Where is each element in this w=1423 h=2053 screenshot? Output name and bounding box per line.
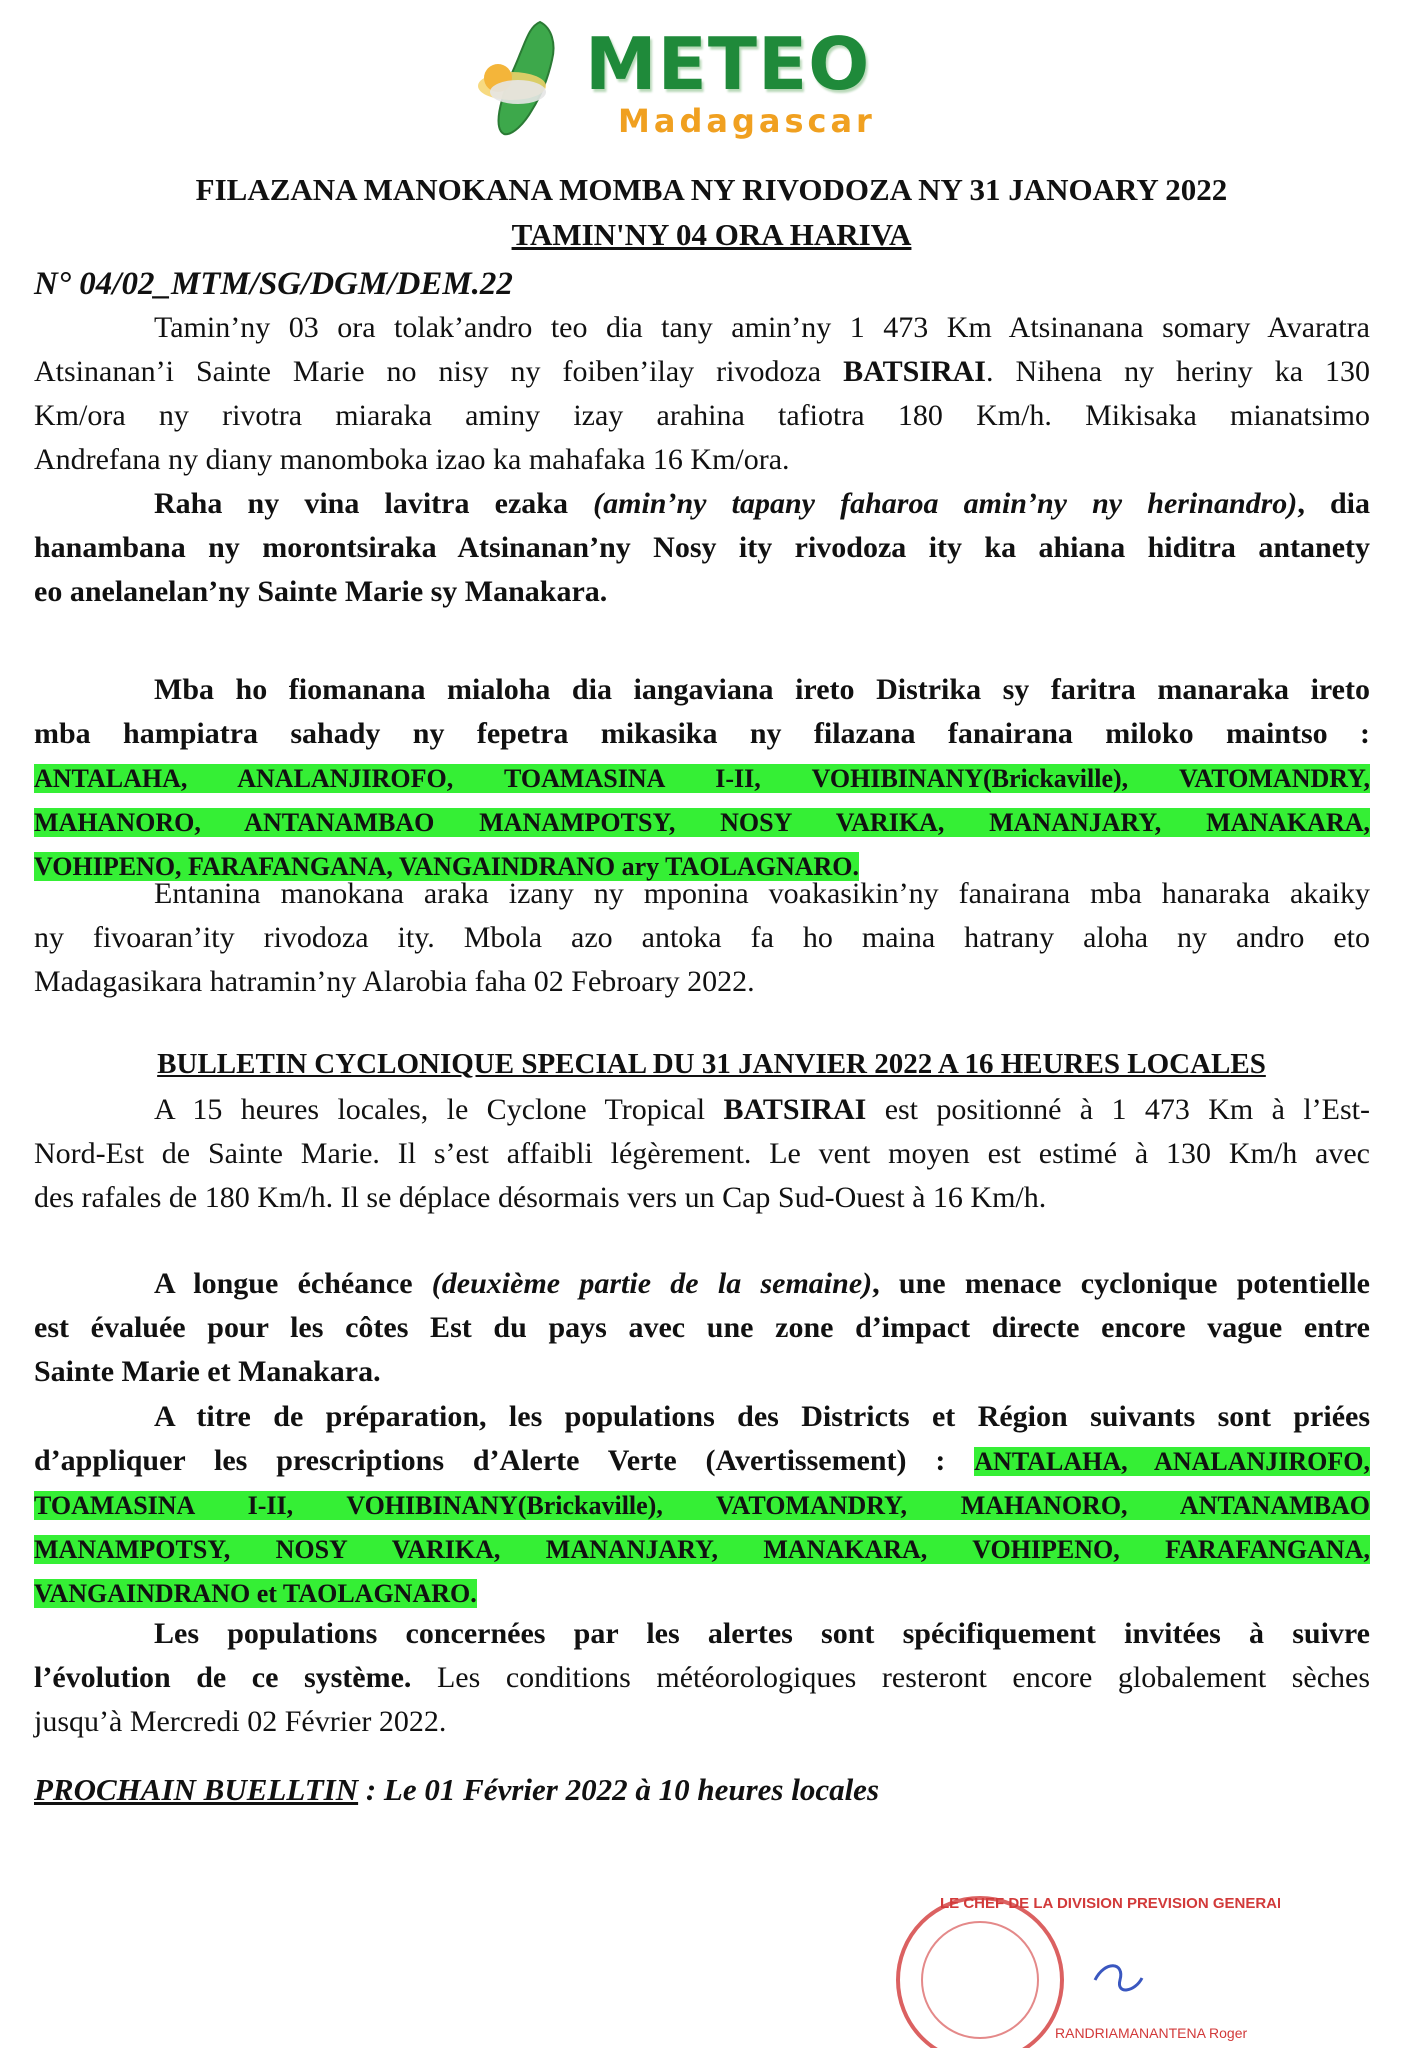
- document-subtitle: TAMIN'NY 04 ORA HARIVA: [511, 217, 912, 252]
- next-bulletin: [34, 1772, 879, 1808]
- text-line: eo anelanelan’ny Sainte Marie sy Manakara.: [34, 575, 608, 608]
- text-line: Madagasikara hatramin’ny Alarobia faha 02 Febroary 2022.: [34, 965, 755, 998]
- official-stamp: [880, 1880, 1280, 2048]
- text-line: Mba ho fiomanana mialoha dia iangaviana ireto Distrika sy faritra manaraka ireto: [154, 673, 1370, 706]
- text-line: Atsinanan’i Sainte Marie no nisy ny foiben’ilay rivodoza BATSIRAI. Nihena ny heriny ka 130: [34, 355, 1371, 388]
- mg-paragraph-2: [34, 482, 1370, 614]
- mg-paragraph-3: [34, 668, 1370, 888]
- district-list-highlight: MANAMPOTSY, NOSY VARIKA, MANANJARY, MANAKARA, VOHIPENO, FARAFANGANA,: [34, 1535, 1370, 1564]
- text-line: [34, 800, 1370, 844]
- stamp-name: RANDRIAMANANTENA Roger: [1055, 2025, 1248, 2041]
- district-list-highlight: VOHIPENO, FARAFANGANA, VANGAINDRANO ary TAOLAGNARO.: [34, 852, 859, 881]
- cyclone-name: BATSIRAI: [723, 1093, 867, 1126]
- text-line: [34, 756, 1370, 800]
- text-line: l’évolution de ce système. Les conditions météorologiques resteront encore globalement sèches: [34, 1661, 1371, 1694]
- stamp-title: LE CHEF DE LA DIVISION PREVISION GENERALE: [940, 1895, 1280, 1912]
- next-bulletin-label: PROCHAIN BUELLTIN: [34, 1772, 359, 1807]
- text-line: A longue échéance (deuxième partie de la semaine), une menace cyclonique potentielle: [154, 1267, 1370, 1300]
- text-line: Km/ora ny rivotra miaraka aminy izay arahina tafiotra 180 Km/h. Mikisaka mianatsimo: [34, 399, 1370, 432]
- text-line: A 15 heures locales, le Cyclone Tropical BATSIRAI est positionné à 1 473 Km à l’Est-: [154, 1093, 1371, 1126]
- fr-paragraph-4: [34, 1612, 1370, 1744]
- next-bulletin-date: : Le 01 Février 2022 à 10 heures locales: [365, 1772, 880, 1807]
- fr-paragraph-3: [34, 1395, 1370, 1615]
- text-line: Raha ny vina lavitra ezaka (amin’ny tapany faharoa amin’ny ny herinandro), dia: [154, 487, 1370, 520]
- text-line: des rafales de 180 Km/h. Il se déplace désormais vers un Cap Sud-Ouest à 16 Km/h.: [34, 1181, 1047, 1214]
- text-line: Nord-Est de Sainte Marie. Il s’est affaibli légèrement. Le vent moyen est estimé à 130 Km/h avec: [34, 1137, 1370, 1170]
- district-list-highlight: ANTALAHA, ANALANJIROFO, TOAMASINA I-II, VOHIBINANY(Brickaville), VATOMANDRY,: [34, 764, 1370, 793]
- bulletin-reference: N° 04/02_MTM/SG/DGM/DEM.22: [34, 266, 513, 302]
- text-line: jusqu’à Mercredi 02 Février 2022.: [34, 1705, 447, 1738]
- text-line: hanambana ny morontsiraka Atsinanan’ny Nosy ity rivodoza ity ka ahiana hiditra antanety: [34, 531, 1370, 564]
- district-list-highlight: MAHANORO, ANTANAMBAO MANAMPOTSY, NOSY VARIKA, MANANJARY, MANAKARA,: [34, 808, 1370, 837]
- french-bulletin-title: BULLETIN CYCLONIQUE SPECIAL DU 31 JANVIER 2022 A 16 HEURES LOCALES: [157, 1048, 1266, 1080]
- text-line: mba hampiatra sahady ny fepetra mikasika ny filazana fanairana miloko maintso :: [34, 717, 1370, 750]
- text-line: [34, 1527, 1370, 1571]
- district-list-highlight: VANGAINDRANO et TAOLAGNARO.: [34, 1579, 477, 1608]
- logo-title: METEO: [585, 22, 871, 106]
- text-line: Sainte Marie et Manakara.: [34, 1355, 381, 1388]
- madagascar-map-icon: [460, 14, 590, 144]
- text-line: Les populations concernées par les alertes sont spécifiquement invitées à suivre: [154, 1617, 1370, 1650]
- document-title: FILAZANA MANOKANA MOMBA NY RIVODOZA NY 31 JANOARY 2022: [195, 172, 1228, 207]
- text-line: est évaluée pour les côtes Est du pays avec une zone d’impact directe encore vague entre: [34, 1311, 1370, 1344]
- text-line: [34, 1483, 1370, 1527]
- cyclone-name: BATSIRAI: [843, 355, 986, 388]
- text-line: ny fivoaran’ity rivodoza ity. Mbola azo antoka fa ho maina hatrany aloha ny andro eto: [34, 921, 1370, 954]
- logo-subtitle: Madagascar: [618, 102, 876, 140]
- text-line: Andrefana ny diany manomboka izao ka mahafaka 16 Km/ora.: [34, 443, 790, 476]
- text-line: A titre de préparation, les populations des Districts et Région suivants sont priées: [154, 1400, 1370, 1433]
- meteo-madagascar-logo: [460, 14, 880, 144]
- text-line: Entanina manokana araka izany ny mponina voakasikin’ny fanairana mba hanaraka akaiky: [154, 877, 1370, 910]
- text-line: [34, 1571, 1370, 1615]
- signature-icon: [1095, 1966, 1142, 1990]
- fr-paragraph-2: [34, 1262, 1370, 1394]
- text-line: d’appliquer les prescriptions d’Alerte Verte (Avertissement) : ANTALAHA, ANALANJIROFO,: [34, 1444, 1371, 1477]
- fr-paragraph-1: [34, 1088, 1370, 1220]
- district-list-highlight: TOAMASINA I-II, VOHIBINANY(Brickaville), VATOMANDRY, MAHANORO, ANTANAMBAO: [34, 1491, 1370, 1520]
- district-list-highlight: ANTALAHA, ANALANJIROFO,: [974, 1447, 1371, 1476]
- mg-paragraph-4: [34, 872, 1370, 1004]
- stamp-seal-icon: [880, 1880, 1280, 2048]
- text-line: Tamin’ny 03 ora tolak’andro teo dia tany amin’ny 1 473 Km Atsinanana somary Avaratra: [154, 311, 1370, 344]
- mg-paragraph-1: [34, 306, 1370, 482]
